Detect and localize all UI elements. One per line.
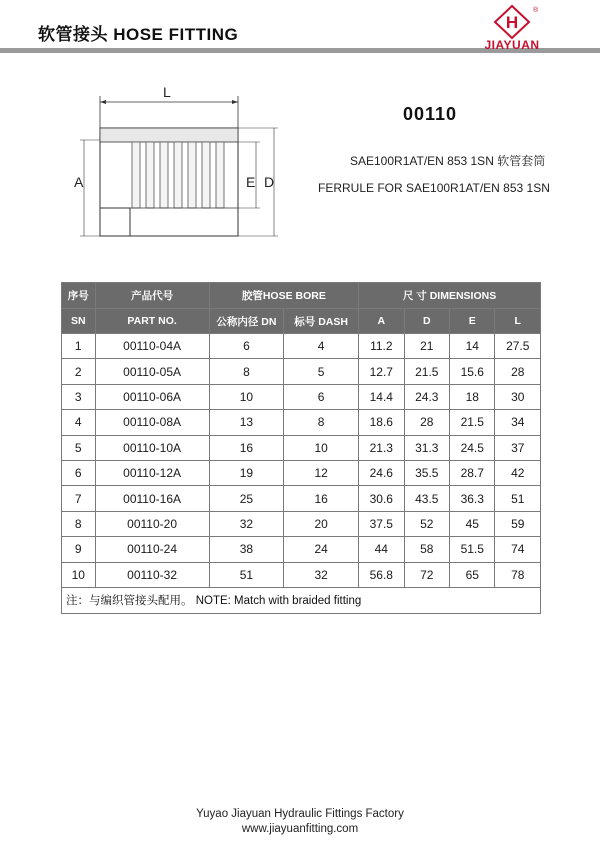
cell-D: 35.5: [404, 460, 449, 485]
product-description-en: FERRULE FOR SAE100R1AT/EN 853 1SN: [318, 181, 550, 195]
table-row: [62, 486, 541, 511]
cell-sn: 4: [62, 410, 96, 435]
cell-part-no: 00110-05A: [95, 359, 209, 384]
cell-part-no: 00110-24: [95, 537, 209, 562]
header-dimensions: 尺 寸 DIMENSIONS: [359, 283, 541, 309]
cell-sn: 5: [62, 435, 96, 460]
cell-dn: 51: [209, 562, 284, 587]
cell-L: 59: [495, 511, 541, 536]
cell-part-no: 00110-20: [95, 511, 209, 536]
header-dash: 标号 DASH: [284, 309, 359, 334]
table-row: [62, 562, 541, 587]
cell-sn: 3: [62, 384, 96, 409]
cell-dash: 4: [284, 334, 359, 359]
header-hose-bore: 胶管HOSE BORE: [209, 283, 358, 309]
cell-E: 65: [450, 562, 495, 587]
cell-part-no: 00110-16A: [95, 486, 209, 511]
table-row: [62, 537, 541, 562]
cell-dn: 32: [209, 511, 284, 536]
cell-A: 24.6: [359, 460, 404, 485]
cell-dn: 13: [209, 410, 284, 435]
ferrule-drawing: [60, 80, 290, 250]
cell-A: 12.7: [359, 359, 404, 384]
logo-brand-text: JIAYUAN: [484, 38, 540, 52]
header-E: E: [450, 309, 495, 334]
cell-D: 72: [404, 562, 449, 587]
dimension-label-A: A: [74, 174, 84, 190]
table-row: [62, 410, 541, 435]
cell-part-no: 00110-12A: [95, 460, 209, 485]
header-A: A: [359, 309, 404, 334]
footer-company: Yuyao Jiayuan Hydraulic Fittings Factory: [196, 808, 404, 820]
cell-D: 43.5: [404, 486, 449, 511]
header-part-no: PART NO.: [95, 309, 209, 334]
dimension-label-E: E: [246, 174, 256, 190]
cell-A: 30.6: [359, 486, 404, 511]
cell-dash: 24: [284, 537, 359, 562]
cell-dash: 12: [284, 460, 359, 485]
cell-D: 24.3: [404, 384, 449, 409]
cell-dn: 16: [209, 435, 284, 460]
cell-A: 37.5: [359, 511, 404, 536]
cell-part-no: 00110-04A: [95, 334, 209, 359]
cell-sn: 9: [62, 537, 96, 562]
cell-dn: 10: [209, 384, 284, 409]
cell-A: 44: [359, 537, 404, 562]
cell-sn: 8: [62, 511, 96, 536]
cell-E: 21.5: [450, 410, 495, 435]
cell-E: 15.6: [450, 359, 495, 384]
cell-A: 18.6: [359, 410, 404, 435]
company-logo: [457, 4, 567, 50]
cell-L: 74: [495, 537, 541, 562]
header-part-cn: 产品代号: [95, 283, 209, 309]
page-title: 软管接头 HOSE FITTING: [38, 25, 239, 44]
header-sn-cn: 序号: [62, 283, 96, 309]
specification-table: [61, 282, 541, 614]
cell-D: 52: [404, 511, 449, 536]
cell-dn: 6: [209, 334, 284, 359]
cell-dash: 16: [284, 486, 359, 511]
table-row: [62, 359, 541, 384]
cell-dn: 25: [209, 486, 284, 511]
registered-mark: ®: [533, 7, 539, 14]
cell-dash: 20: [284, 511, 359, 536]
cell-E: 14: [450, 334, 495, 359]
cell-dash: 8: [284, 410, 359, 435]
dimension-label-L: L: [163, 84, 171, 100]
cell-A: 14.4: [359, 384, 404, 409]
cell-L: 34: [495, 410, 541, 435]
cell-E: 24.5: [450, 435, 495, 460]
cell-part-no: 00110-32: [95, 562, 209, 587]
cell-L: 28: [495, 359, 541, 384]
cell-L: 37: [495, 435, 541, 460]
header-D: D: [404, 309, 449, 334]
cell-L: 78: [495, 562, 541, 587]
table-row: [62, 435, 541, 460]
table-row: [62, 384, 541, 409]
logo-mark: H: [505, 13, 519, 32]
cell-dn: 8: [209, 359, 284, 384]
cell-sn: 1: [62, 334, 96, 359]
cell-L: 51: [495, 486, 541, 511]
cell-A: 56.8: [359, 562, 404, 587]
cell-D: 58: [404, 537, 449, 562]
cell-dash: 5: [284, 359, 359, 384]
cell-E: 51.5: [450, 537, 495, 562]
cell-sn: 6: [62, 460, 96, 485]
table-row: [62, 511, 541, 536]
cell-dn: 19: [209, 460, 284, 485]
product-description-cn: SAE100R1AT/EN 853 1SN 软管套筒: [350, 154, 546, 168]
cell-part-no: 00110-06A: [95, 384, 209, 409]
table-note: 注：与编织管接头配用。 NOTE: Match with braided fitting: [62, 587, 541, 613]
cell-sn: 10: [62, 562, 96, 587]
cell-D: 31.3: [404, 435, 449, 460]
cell-dash: 32: [284, 562, 359, 587]
table-row: [62, 460, 541, 485]
dimension-label-D: D: [264, 174, 275, 190]
cell-E: 28.7: [450, 460, 495, 485]
footer-website: www.jiayuanfitting.com: [241, 823, 359, 835]
cell-A: 11.2: [359, 334, 404, 359]
cell-E: 36.3: [450, 486, 495, 511]
cell-D: 21: [404, 334, 449, 359]
header-sn: SN: [62, 309, 96, 334]
header-L: L: [495, 309, 541, 334]
cell-dash: 10: [284, 435, 359, 460]
cell-part-no: 00110-10A: [95, 435, 209, 460]
table-row: [62, 334, 541, 359]
cell-A: 21.3: [359, 435, 404, 460]
cell-L: 42: [495, 460, 541, 485]
cell-D: 28: [404, 410, 449, 435]
cell-part-no: 00110-08A: [95, 410, 209, 435]
cell-dn: 38: [209, 537, 284, 562]
product-code: 00110: [402, 104, 458, 124]
cell-E: 45: [450, 511, 495, 536]
cell-L: 30: [495, 384, 541, 409]
cell-dash: 6: [284, 384, 359, 409]
cell-D: 21.5: [404, 359, 449, 384]
cell-L: 27.5: [495, 334, 541, 359]
cell-sn: 2: [62, 359, 96, 384]
cell-sn: 7: [62, 486, 96, 511]
cell-E: 18: [450, 384, 495, 409]
header-dn: 公称内径 DN: [209, 309, 284, 334]
